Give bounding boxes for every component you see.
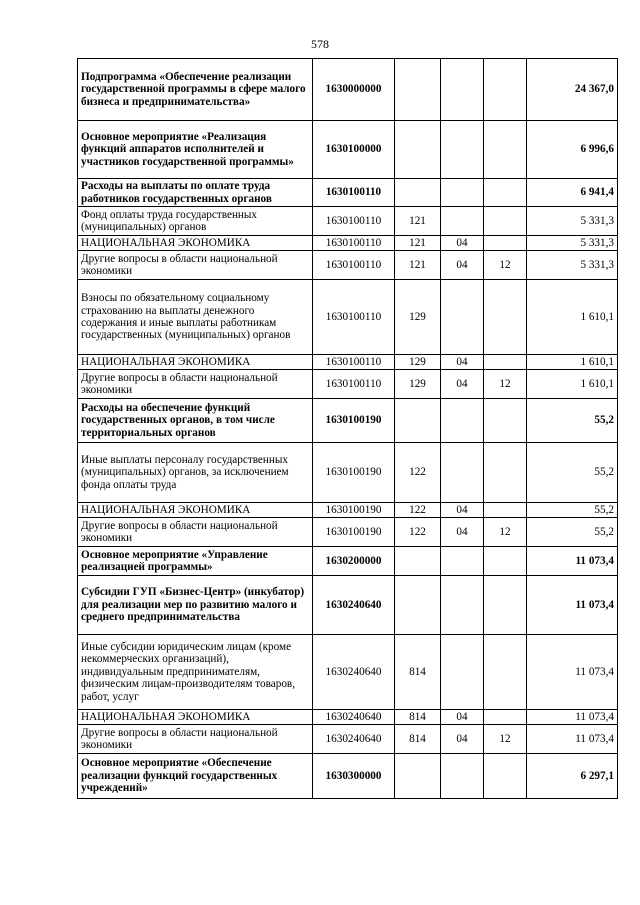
- row-subsection-cell: 12: [484, 370, 527, 399]
- table-row: [78, 121, 618, 179]
- table-row: [78, 443, 618, 503]
- row-sum-cell: 1 610,1: [527, 280, 618, 355]
- row-name-cell: НАЦИОНАЛЬНАЯ ЭКОНОМИКА: [78, 503, 313, 518]
- row-expense-type-cell: 129: [395, 280, 441, 355]
- table-row: [78, 725, 618, 754]
- row-subsection-cell: 12: [484, 725, 527, 754]
- row-name-cell: Иные субсидии юридическим лицам (кроме некоммерческих организаций), индивидуальным предпринимателям, физическим лицам-производителям товаров, работ, услуг: [78, 635, 313, 710]
- row-expense-type-cell: 814: [395, 725, 441, 754]
- table-row: [78, 518, 618, 547]
- row-subsection-cell: [484, 547, 527, 576]
- row-name-cell: Другие вопросы в области национальной экономики: [78, 725, 313, 754]
- row-name-cell: НАЦИОНАЛЬНАЯ ЭКОНОМИКА: [78, 710, 313, 725]
- row-name-cell: Субсидии ГУП «Бизнес-Центр» (инкубатор) для реализации мер по развитию малого и среднего предпринимательства: [78, 576, 313, 635]
- row-section-cell: [441, 547, 484, 576]
- row-section-cell: 04: [441, 503, 484, 518]
- row-expense-type-cell: 121: [395, 207, 441, 236]
- row-sum-cell: 6 996,6: [527, 121, 618, 179]
- row-subsection-cell: [484, 399, 527, 443]
- row-expense-type-cell: [395, 59, 441, 121]
- row-sum-cell: 1 610,1: [527, 370, 618, 399]
- row-section-cell: [441, 576, 484, 635]
- row-sum-cell: 5 331,3: [527, 236, 618, 251]
- row-sum-cell: 11 073,4: [527, 725, 618, 754]
- row-code-cell: 1630100190: [313, 443, 395, 503]
- row-subsection-cell: [484, 576, 527, 635]
- row-sum-cell: 55,2: [527, 503, 618, 518]
- row-section-cell: [441, 179, 484, 207]
- row-code-cell: 1630100110: [313, 207, 395, 236]
- row-section-cell: [441, 121, 484, 179]
- row-subsection-cell: 12: [484, 251, 527, 280]
- row-code-cell: 1630100110: [313, 251, 395, 280]
- row-expense-type-cell: 122: [395, 443, 441, 503]
- page-number: 578: [311, 37, 329, 51]
- row-subsection-cell: [484, 635, 527, 710]
- row-section-cell: [441, 635, 484, 710]
- table-row: [78, 251, 618, 280]
- row-expense-type-cell: [395, 576, 441, 635]
- row-code-cell: 1630200000: [313, 547, 395, 576]
- table-row: [78, 179, 618, 207]
- row-code-cell: 1630100110: [313, 355, 395, 370]
- row-expense-type-cell: 122: [395, 518, 441, 547]
- table-row: [78, 503, 618, 518]
- row-sum-cell: 5 331,3: [527, 251, 618, 280]
- table-row: [78, 576, 618, 635]
- row-sum-cell: 24 367,0: [527, 59, 618, 121]
- row-code-cell: 1630300000: [313, 754, 395, 799]
- table-row: [78, 635, 618, 710]
- row-expense-type-cell: 122: [395, 503, 441, 518]
- table-row: [78, 399, 618, 443]
- row-section-cell: 04: [441, 710, 484, 725]
- row-subsection-cell: [484, 710, 527, 725]
- row-expense-type-cell: [395, 547, 441, 576]
- row-section-cell: [441, 754, 484, 799]
- row-name-cell: Взносы по обязательному социальному страхованию на выплаты денежного содержания и иные выплаты работникам государственных (муниципальных) органов: [78, 280, 313, 355]
- row-code-cell: 1630100190: [313, 399, 395, 443]
- row-expense-type-cell: 814: [395, 710, 441, 725]
- row-name-cell: Другие вопросы в области национальной экономики: [78, 251, 313, 280]
- row-subsection-cell: [484, 503, 527, 518]
- row-sum-cell: 11 073,4: [527, 635, 618, 710]
- row-sum-cell: 6 297,1: [527, 754, 618, 799]
- row-section-cell: 04: [441, 370, 484, 399]
- row-name-cell: НАЦИОНАЛЬНАЯ ЭКОНОМИКА: [78, 355, 313, 370]
- row-sum-cell: 55,2: [527, 443, 618, 503]
- row-name-cell: Иные выплаты персоналу государственных (муниципальных) органов, за исключением фонда оплаты труда: [78, 443, 313, 503]
- row-subsection-cell: [484, 207, 527, 236]
- row-subsection-cell: [484, 280, 527, 355]
- row-name-cell: Другие вопросы в области национальной экономики: [78, 518, 313, 547]
- table-row: [78, 754, 618, 799]
- row-section-cell: [441, 399, 484, 443]
- row-section-cell: [441, 207, 484, 236]
- row-name-cell: Основное мероприятие «Обеспечение реализации функций государственных учреждений»: [78, 754, 313, 799]
- row-sum-cell: 11 073,4: [527, 710, 618, 725]
- row-subsection-cell: [484, 236, 527, 251]
- row-expense-type-cell: [395, 399, 441, 443]
- table-row: [78, 547, 618, 576]
- row-code-cell: 1630100000: [313, 121, 395, 179]
- row-code-cell: 1630240640: [313, 635, 395, 710]
- row-section-cell: 04: [441, 355, 484, 370]
- row-expense-type-cell: [395, 754, 441, 799]
- row-name-cell: Подпрограмма «Обеспечение реализации государственной программы в сфере малого бизнеса и предпринимательства»: [78, 59, 313, 121]
- row-name-cell: Фонд оплаты труда государственных (муниципальных) органов: [78, 207, 313, 236]
- row-name-cell: НАЦИОНАЛЬНАЯ ЭКОНОМИКА: [78, 236, 313, 251]
- row-expense-type-cell: 814: [395, 635, 441, 710]
- row-name-cell: Расходы на обеспечение функций государственных органов, в том числе территориальных органов: [78, 399, 313, 443]
- table-row: [78, 370, 618, 399]
- table-row: [78, 355, 618, 370]
- row-sum-cell: 11 073,4: [527, 576, 618, 635]
- table-row: [78, 280, 618, 355]
- table-row: [78, 236, 618, 251]
- row-section-cell: 04: [441, 251, 484, 280]
- row-sum-cell: 6 941,4: [527, 179, 618, 207]
- table-row: [78, 207, 618, 236]
- row-subsection-cell: [484, 179, 527, 207]
- row-expense-type-cell: 129: [395, 370, 441, 399]
- row-expense-type-cell: 129: [395, 355, 441, 370]
- row-subsection-cell: [484, 59, 527, 121]
- row-subsection-cell: [484, 121, 527, 179]
- row-sum-cell: 11 073,4: [527, 547, 618, 576]
- row-section-cell: [441, 280, 484, 355]
- row-name-cell: Расходы на выплаты по оплате труда работников государственных органов: [78, 179, 313, 207]
- budget-table: [77, 58, 618, 799]
- row-code-cell: 1630100190: [313, 518, 395, 547]
- row-section-cell: [441, 443, 484, 503]
- row-expense-type-cell: [395, 179, 441, 207]
- budget-table-body: [78, 59, 618, 799]
- row-code-cell: 1630100110: [313, 370, 395, 399]
- row-code-cell: 1630100110: [313, 179, 395, 207]
- row-code-cell: 1630100190: [313, 503, 395, 518]
- row-section-cell: 04: [441, 518, 484, 547]
- row-code-cell: 1630240640: [313, 725, 395, 754]
- row-sum-cell: 1 610,1: [527, 355, 618, 370]
- row-subsection-cell: [484, 443, 527, 503]
- row-name-cell: Основное мероприятие «Управление реализацией программы»: [78, 547, 313, 576]
- row-section-cell: 04: [441, 725, 484, 754]
- row-sum-cell: 55,2: [527, 399, 618, 443]
- row-subsection-cell: 12: [484, 518, 527, 547]
- row-expense-type-cell: [395, 121, 441, 179]
- row-expense-type-cell: 121: [395, 236, 441, 251]
- table-row: [78, 59, 618, 121]
- row-code-cell: 1630240640: [313, 710, 395, 725]
- row-subsection-cell: [484, 355, 527, 370]
- row-code-cell: 1630000000: [313, 59, 395, 121]
- row-expense-type-cell: 121: [395, 251, 441, 280]
- row-sum-cell: 5 331,3: [527, 207, 618, 236]
- row-subsection-cell: [484, 754, 527, 799]
- row-section-cell: 04: [441, 236, 484, 251]
- row-section-cell: [441, 59, 484, 121]
- row-code-cell: 1630240640: [313, 576, 395, 635]
- row-name-cell: Другие вопросы в области национальной экономики: [78, 370, 313, 399]
- table-row: [78, 710, 618, 725]
- row-sum-cell: 55,2: [527, 518, 618, 547]
- row-code-cell: 1630100110: [313, 236, 395, 251]
- row-code-cell: 1630100110: [313, 280, 395, 355]
- row-name-cell: Основное мероприятие «Реализация функций аппаратов исполнителей и участников государственной программы»: [78, 121, 313, 179]
